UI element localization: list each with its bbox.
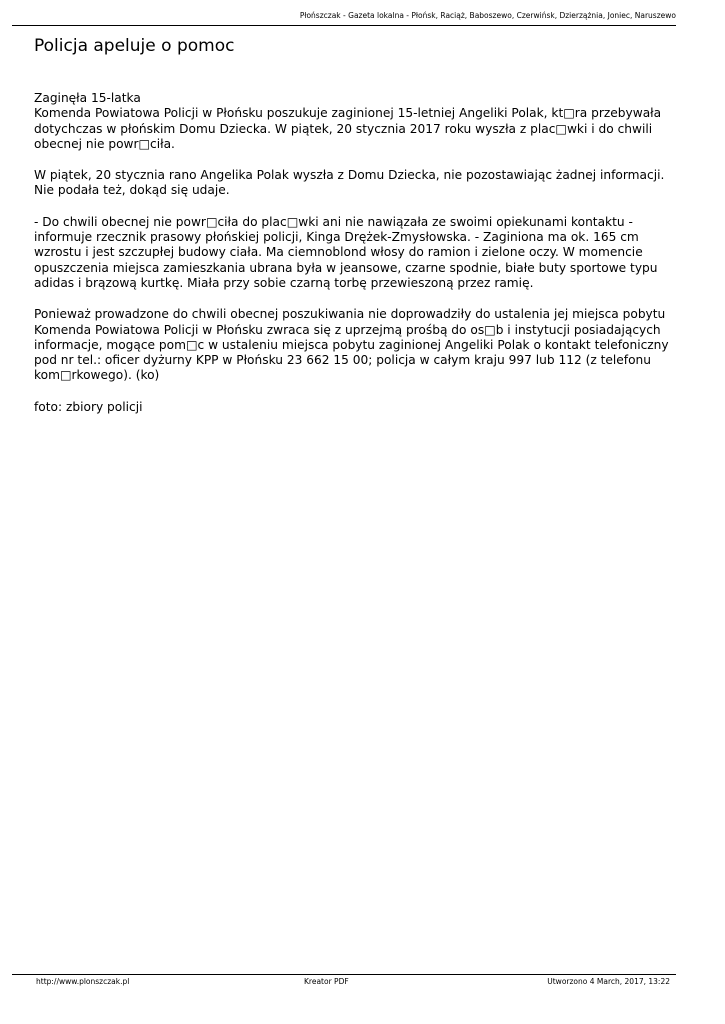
article-paragraph (34, 400, 684, 415)
paragraph-line: - Do chwili obecnej nie powr□ciła do plac□wki ani nie nawiązała ze swoimi opiekunami kontaktu - (34, 214, 633, 229)
paragraph-line: kom□rkowego). (ko) (34, 368, 160, 383)
footer-url: http://www.plonszczak.pl (36, 977, 130, 986)
paragraph-line: adidas i brązową kurtkę. Miała przy sobie czarną torbę przewieszoną przez ramię. (34, 275, 534, 290)
article-body (34, 91, 684, 431)
page-header (12, 10, 676, 26)
paragraph-line: informacje, mogące pom□c w ustaleniu miejsca pobytu zaginionej Angeliki Polak o kontakt telefoniczny (34, 337, 669, 352)
paragraph-line: foto: zbiory policji (34, 399, 143, 414)
page-footer (12, 974, 676, 986)
paragraph-line: informuje rzecznik prasowy płońskiej policji, Kinga Drężek-Zmysłowska. - Zaginiona ma ok. 165 cm (34, 230, 639, 245)
article-paragraph (34, 168, 684, 199)
paragraph-line: obecnej nie powr□ciła. (34, 136, 175, 151)
paragraph-line: pod nr tel.: oficer dyżurny KPP w Płońsku 23 662 15 00; policja w całym kraju 997 lub 112 (z telefonu (34, 353, 651, 368)
paragraph-line: Komenda Powiatowa Policji w Płońsku zwraca się z uprzejmą prośbą do os□b i instytucji posiadających (34, 322, 661, 337)
paragraph-line: W piątek, 20 stycznia rano Angelika Polak wyszła z Domu Dziecka, nie pozostawiając żadnej informacji. (34, 168, 665, 183)
article-paragraph (34, 91, 684, 152)
paragraph-line: opuszczenia miejsca zamieszkania ubrana była w jeansowe, czarne spodnie, białe buty sportowe typu (34, 260, 658, 275)
paragraph-line: wzrostu i jest szczupłej budowy ciała. Ma ciemnoblond włosy do ramion i zielone oczy. W momencie (34, 245, 643, 260)
paragraph-line: Ponieważ prowadzone do chwili obecnej poszukiwania nie doprowadziły do ustalenia jej miejsca pobytu (34, 307, 666, 322)
paragraph-line: dotychczas w płońskim Domu Dziecka. W piątek, 20 stycznia 2017 roku wyszła z plac□wki i do chwili (34, 121, 653, 136)
header-site-info: Płońszczak - Gazeta lokalna - Płońsk, Raciąż, Baboszewo, Czerwińsk, Dzierzążnia, Joniec, Naruszewo (299, 11, 676, 20)
article-paragraph (34, 215, 684, 291)
article-title: Policja apeluje o pomoc (34, 36, 235, 56)
paragraph-line: Komenda Powiatowa Policji w Płońsku poszukuje zaginionej 15-letniej Angeliki Polak, kt□ra przebywała (34, 106, 662, 121)
footer-generator: Kreator PDF (304, 977, 349, 986)
article-paragraph (34, 307, 684, 383)
footer-created: Utworzono 4 March, 2017, 13:22 (547, 977, 670, 986)
paragraph-line: Nie podała też, dokąd się udaje. (34, 183, 230, 198)
paragraph-line: Zaginęła 15-latka (34, 91, 141, 105)
